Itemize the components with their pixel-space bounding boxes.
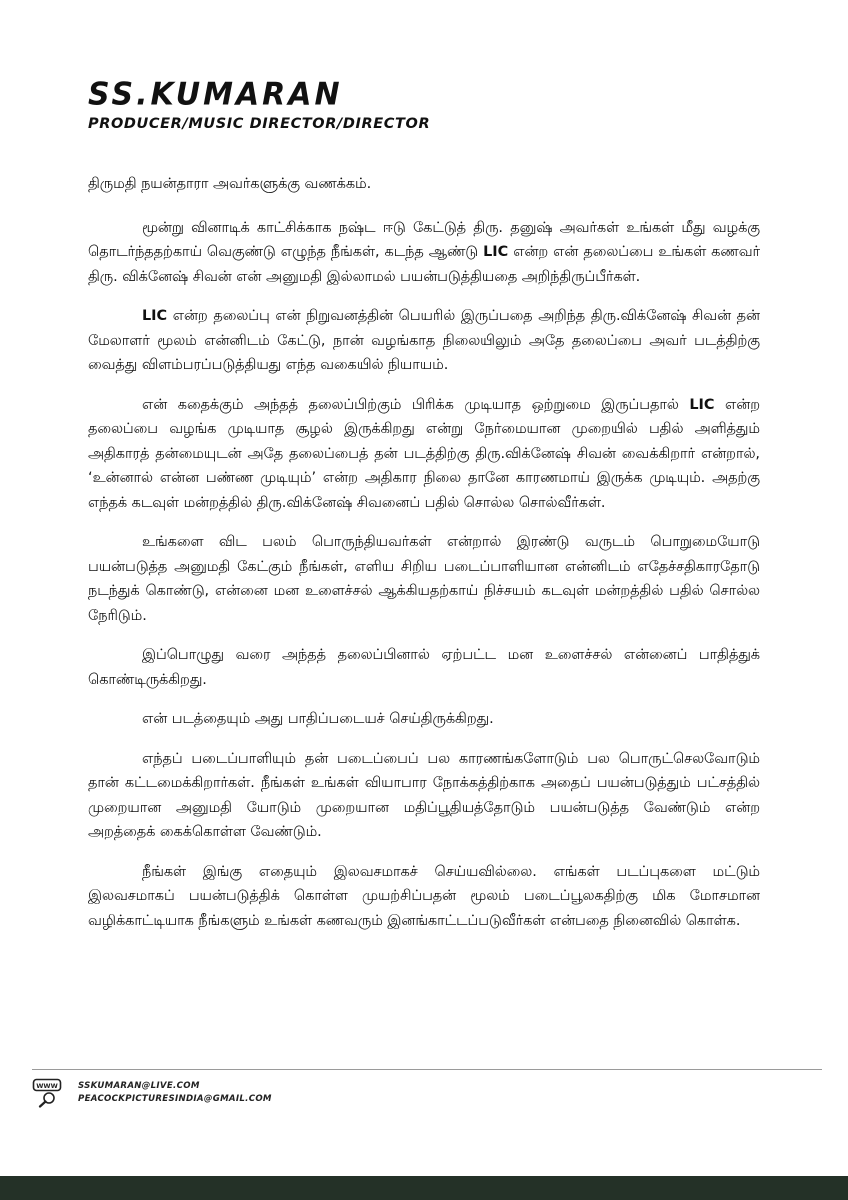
letter-body <box>88 172 760 948</box>
letter-paragraph: நீங்கள் இங்கு எதையும் இலவசமாகச் செய்யவில்லை. எங்கள் படப்புகளை மட்டும் இலவசமாகப் பயன்படுத்திக் கொள்ள முயற்சிப்பதன் மூலம் படைப்பூலகதிற்கு மிக மோசமான வழிக்காட்டியாக நீங்களும் உங்கள் கணவரும் இனங்காட்டப்படுவீர்கள் என்பதை நினைவில் கொள்க. <box>88 863 760 929</box>
letter-paragraph: என் படத்தையும் அது பாதிப்படையச் செய்திருக்கிறது. <box>142 711 494 727</box>
letter-paragraph: LIC என்ற தலைப்பு என் நிறுவனத்தின் பெயரில் இருப்பதை அறிந்த திரு.விக்னேஷ் சிவன் தன் மேலாளர் மூலம் என்னிடம் கேட்டு, நான் வழங்காத நிலையிலும் அதே தலைப்பை அவர் படத்திற்கு வைத்து விளம்பரப்படுத்தியது எந்த வகையில் நியாயம். <box>88 308 760 373</box>
letter-paragraph: எந்தப் படைப்பாளியும் தன் படைப்பைப் பல காரணங்களோடும் பல பொருட்செலவோடும் தான் கட்டமைக்கிறார்கள். நீங்கள் உங்கள் வியாபார நோக்கத்திற்காக அதைப் பயன்படுத்தும் பட்சத்தில் முறையான அனுமதி யோடும் முறையான மதிப்பூதியத்தோடும் பயன்படுத்த வேண்டும் என்ற அறத்தைக் கைக்கொள்ள வேண்டும். <box>88 750 760 840</box>
footer-contacts <box>78 1080 272 1105</box>
www-search-icon <box>32 1078 64 1108</box>
title-lic: LIC <box>689 396 715 413</box>
email-link-secondary[interactable]: PEACOCKPICTURESINDIA@GMAIL.COM <box>78 1093 272 1104</box>
title-lic: LIC <box>483 244 509 260</box>
letterhead-name: SS.KUMARAN <box>88 76 343 113</box>
footer-band <box>0 1176 848 1200</box>
letter-paragraph: இப்பொழுது வரை அந்தத் தலைப்பினால் ஏற்பட்ட மன உளைச்சல் என்னைப் பாதித்துக் கொண்டிருக்கிறது. <box>88 647 760 688</box>
title-lic: LIC <box>142 308 168 324</box>
letter-paragraph: உங்களை விட பலம் பொருந்தியவர்கள் என்றால் இரண்டு வருடம் பொறுமையோடு பயன்படுத்த அனுமதி கேட்கும் நீங்கள், எளிய சிறிய படைப்பாளியான என்னிடம் எதேச்சதிகாரதோடு நடந்துக் கொண்டு, என்னை மன உளைச்சல் ஆக்கியதற்காய் நிச்சயம் கடவுள் மன்றத்தில் பதில் சொல்ல நேரிடும். <box>88 534 760 624</box>
footer-divider <box>32 1069 822 1070</box>
email-link-primary[interactable]: SSKUMARAN@LIVE.COM <box>78 1081 200 1091</box>
letter-salutation: திருமதி நயன்தாரா அவர்களுக்கு வணக்கம். <box>88 176 372 192</box>
letterhead-roles: PRODUCER/MUSIC DIRECTOR/DIRECTOR <box>88 116 431 132</box>
www-icon-label: WWW <box>36 1082 58 1090</box>
letter-paragraph: மூன்று வினாடிக் காட்சிக்காக நஷ்ட ஈடு கேட்டுத் திரு. தனுஷ் அவர்கள் உங்கள் மீது வழக்கு தொடர்ந்ததற்காய் வெகுண்டு எழுந்த நீங்கள், கடந்த ஆண்டு LIC என்ற என் தலைப்பை உங்கள் கணவர் திரு. விக்னேஷ் சிவன் என் அனுமதி இல்லாமல் பயன்படுத்தியதை அறிந்திருப்பீர்கள். <box>88 219 760 285</box>
letter-paragraph: என் கதைக்கும் அந்தத் தலைப்பிற்கும் பிரிக்க முடியாத ஒற்றுமை இருப்பதால் LIC என்ற தலைப்பை வழங்க முடியாத சூழல் இருக்கிறது என்று நேர்மையான முறையில் பதில் அளித்தும் அதிகாரத் தன்மையுடன் அதே தலைப்பைத் தன் படத்திற்கு திரு.விக்னேஷ் சிவன் வைக்கிறார் என்றால், ‘உன்னால் என்ன பண்ண முடியும்’ என்ற அதிகார நிலை தானே காரணமாய் இருக்க முடியும். அதற்கு எந்தக் கடவுள் மன்றத்தில் திரு.விக்னேஷ் சிவனைப் பதில் சொல்ல சொல்வீர்கள். <box>88 396 760 511</box>
